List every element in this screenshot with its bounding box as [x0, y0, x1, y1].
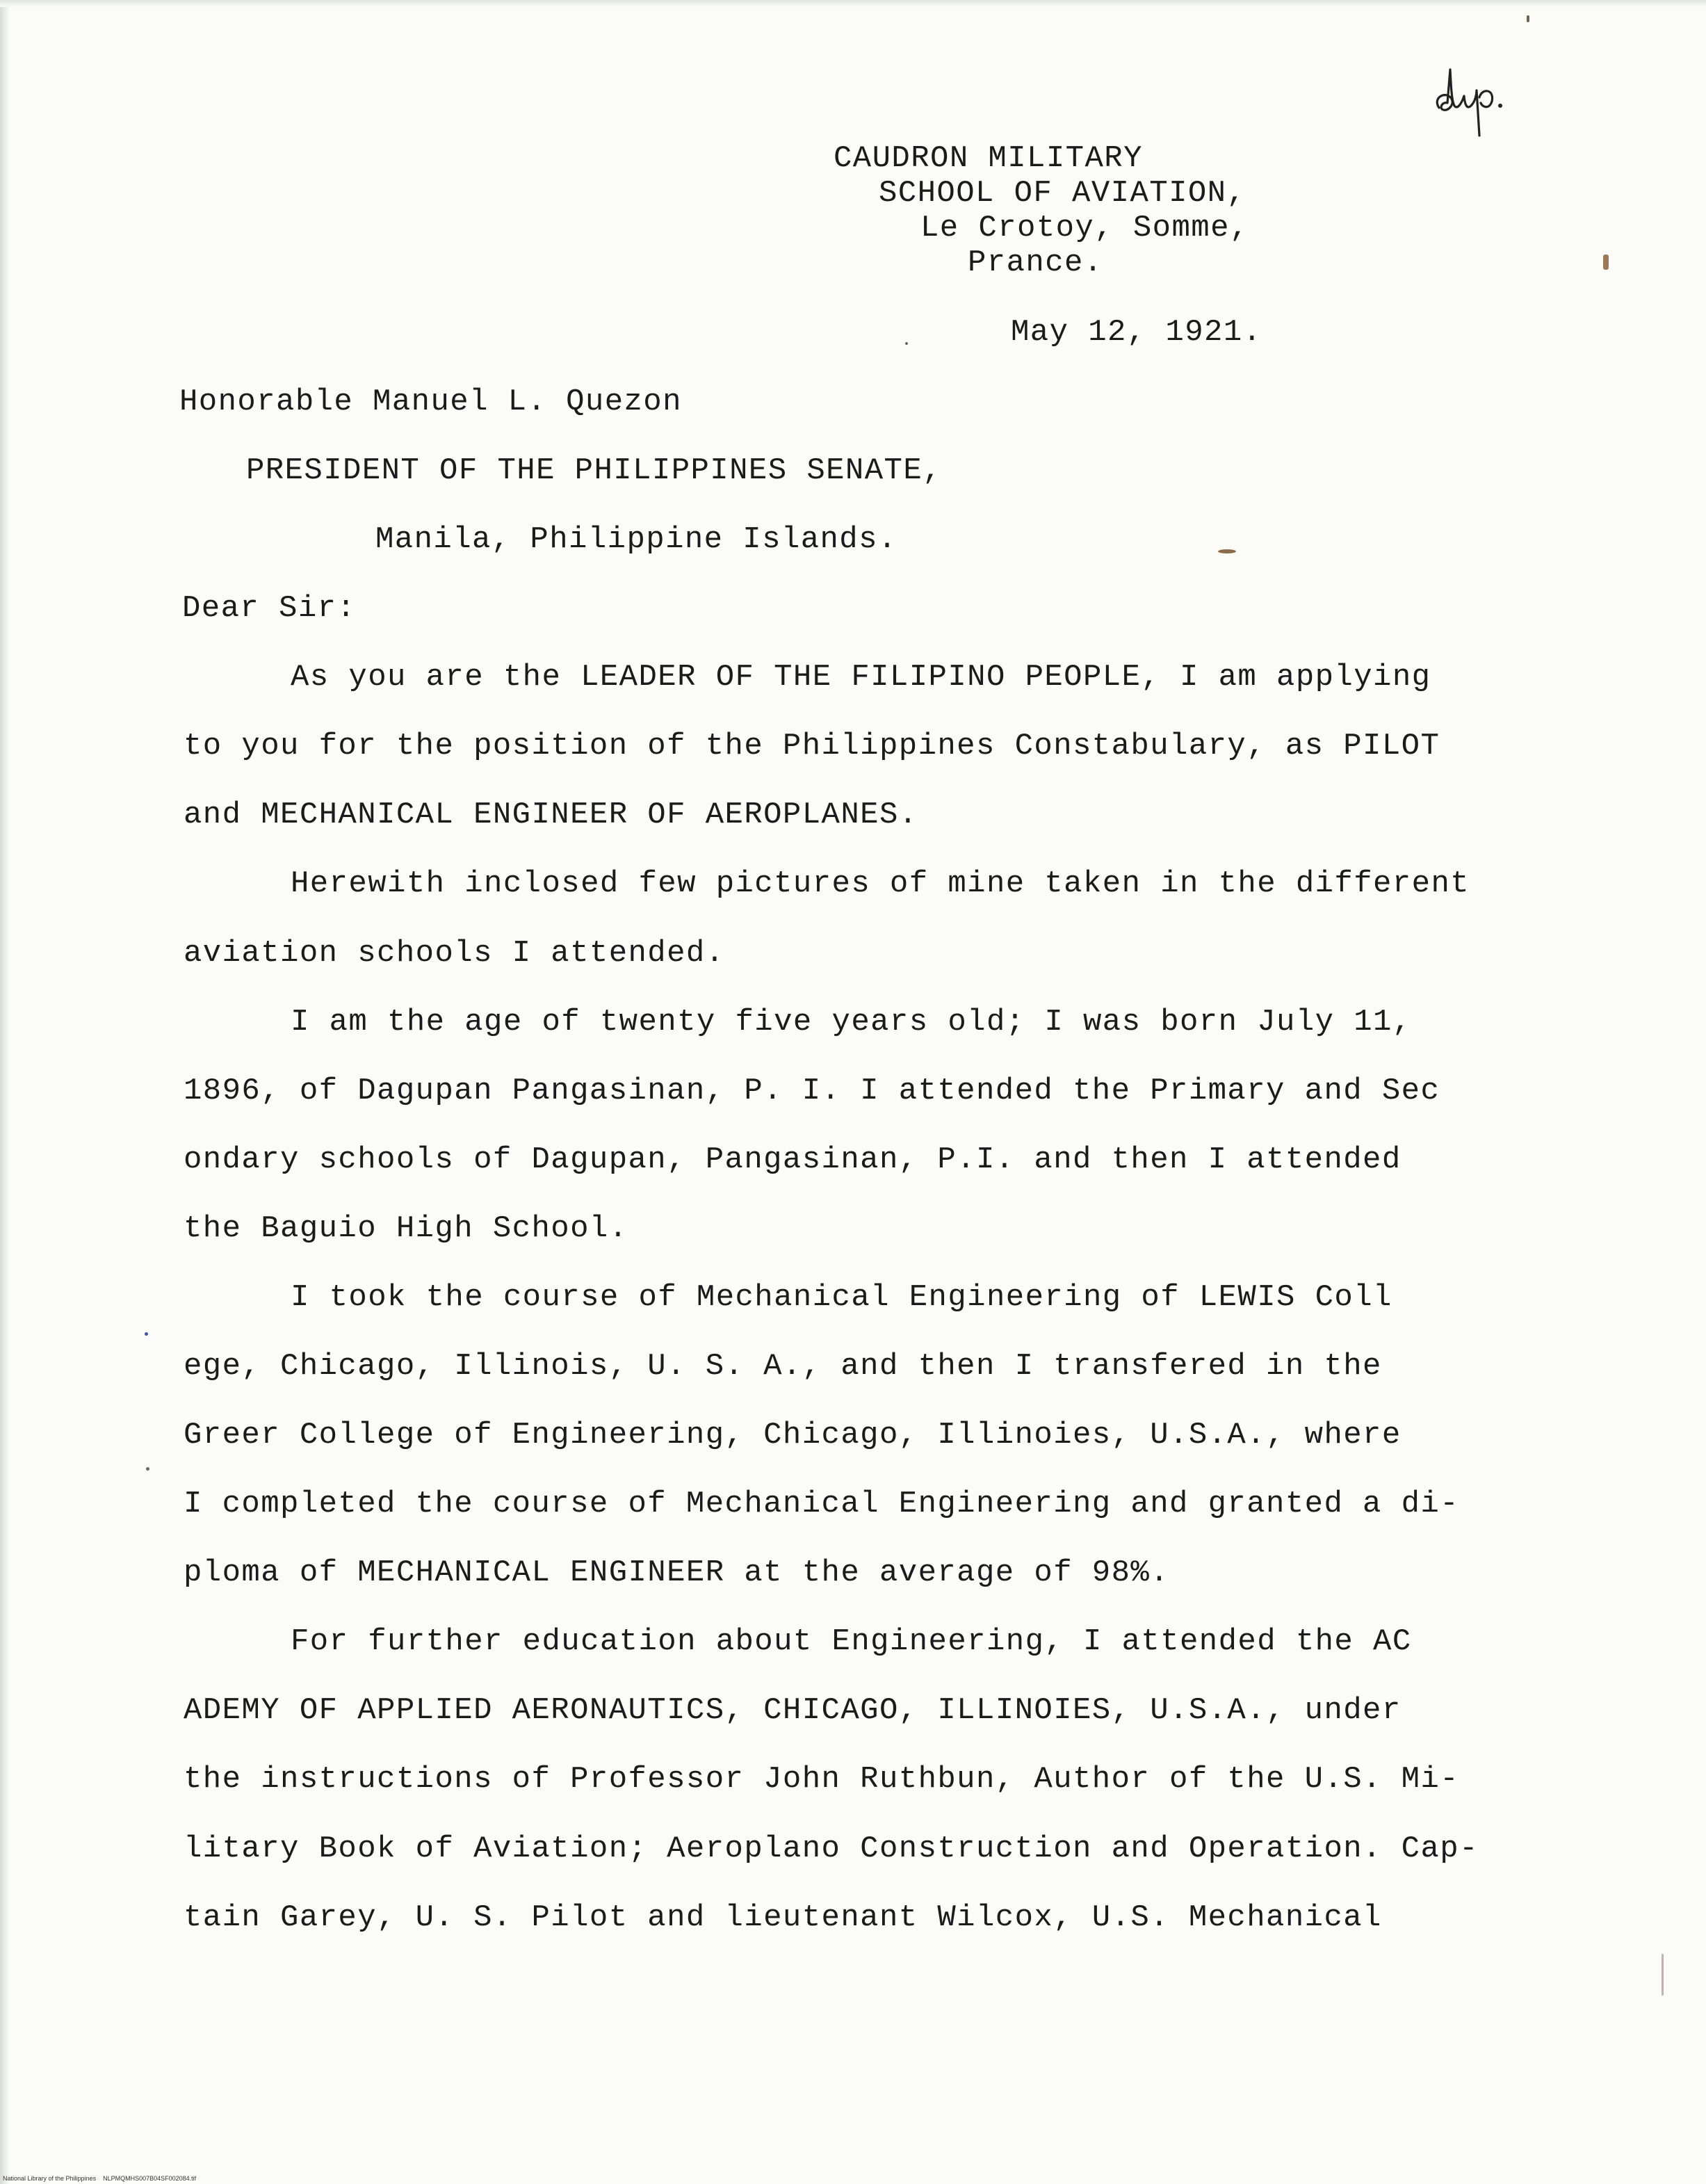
body-line: 1896, of Dagupan Pangasinan, P. I. I attended the Primary and Sec [184, 1074, 1440, 1108]
body-line: Greer College of Engineering, Chicago, Illinoies, U.S.A., where [184, 1418, 1402, 1453]
scan-speck [146, 1467, 149, 1471]
body-line: As you are the LEADER OF THE FILIPINO PEOPLE, I am applying [291, 660, 1431, 695]
body-line: tain Garey, U. S. Pilot and lieutenant Wilcox, U.S. Mechanical [184, 1900, 1382, 1935]
letterhead-line-1: CAUDRON MILITARY [834, 141, 1143, 176]
letterhead-line-3: Le Crotoy, Somme, [920, 211, 1249, 245]
body-line: ploma of MECHANICAL ENGINEER at the average of 98%. [184, 1555, 1170, 1590]
letterhead-line-4: Prance. [968, 245, 1103, 280]
body-line: I took the course of Mechanical Engineering of LEWIS Coll [291, 1280, 1392, 1315]
letter-date: May 12, 1921. [1011, 315, 1262, 350]
body-line: the Baguio High School. [184, 1211, 628, 1246]
archive-footer-stamp: National Library of the Philippines NLPMQMHS007B04SF002084.tif [3, 2175, 197, 2182]
body-line: Herewith inclosed few pictures of mine taken in the different [291, 866, 1470, 901]
body-line: aviation schools I attended. [184, 936, 725, 971]
scan-speck [1527, 15, 1529, 22]
scan-speck [1218, 549, 1236, 553]
recipient-title: PRESIDENT OF THE PHILIPPINES SENATE, [246, 453, 942, 488]
recipient-address: Manila, Philippine Islands. [375, 522, 897, 557]
body-line: ege, Chicago, Illinois, U. S. A., and then I transfered in the [184, 1349, 1382, 1384]
body-line: and MECHANICAL ENGINEER OF AEROPLANES. [184, 798, 918, 832]
scan-speck [905, 342, 908, 345]
body-line: I am the age of twenty five years old; I was born July 11, [291, 1005, 1412, 1040]
body-line: ondary schools of Dagupan, Pangasinan, P.I. and then I attended [184, 1142, 1402, 1177]
scan-speck [145, 1332, 148, 1336]
letterhead-line-2: SCHOOL OF AVIATION, [879, 176, 1246, 211]
scan-speck [1662, 1954, 1664, 1996]
body-line: ADEMY OF APPLIED AERONAUTICS, CHICAGO, ILLINOIES, U.S.A., under [184, 1693, 1402, 1728]
salutation: Dear Sir: [182, 591, 357, 626]
handwritten-dup-note [1418, 42, 1522, 146]
recipient-name: Honorable Manuel L. Quezon [179, 385, 682, 419]
body-line: the instructions of Professor John Ruthbun, Author of the U.S. Mi- [184, 1762, 1460, 1797]
scan-speck [1603, 254, 1609, 270]
scan-edge-shadow-top [0, 0, 1706, 7]
body-line: I completed the course of Mechanical Engineering and granted a di- [184, 1487, 1460, 1521]
body-line: For further education about Engineering, I attended the AC [291, 1624, 1412, 1659]
body-line: litary Book of Aviation; Aeroplano Construction and Operation. Cap- [184, 1831, 1479, 1866]
scan-edge-shadow [0, 0, 10, 2184]
body-line: to you for the position of the Philippines Constabulary, as PILOT [184, 729, 1440, 763]
